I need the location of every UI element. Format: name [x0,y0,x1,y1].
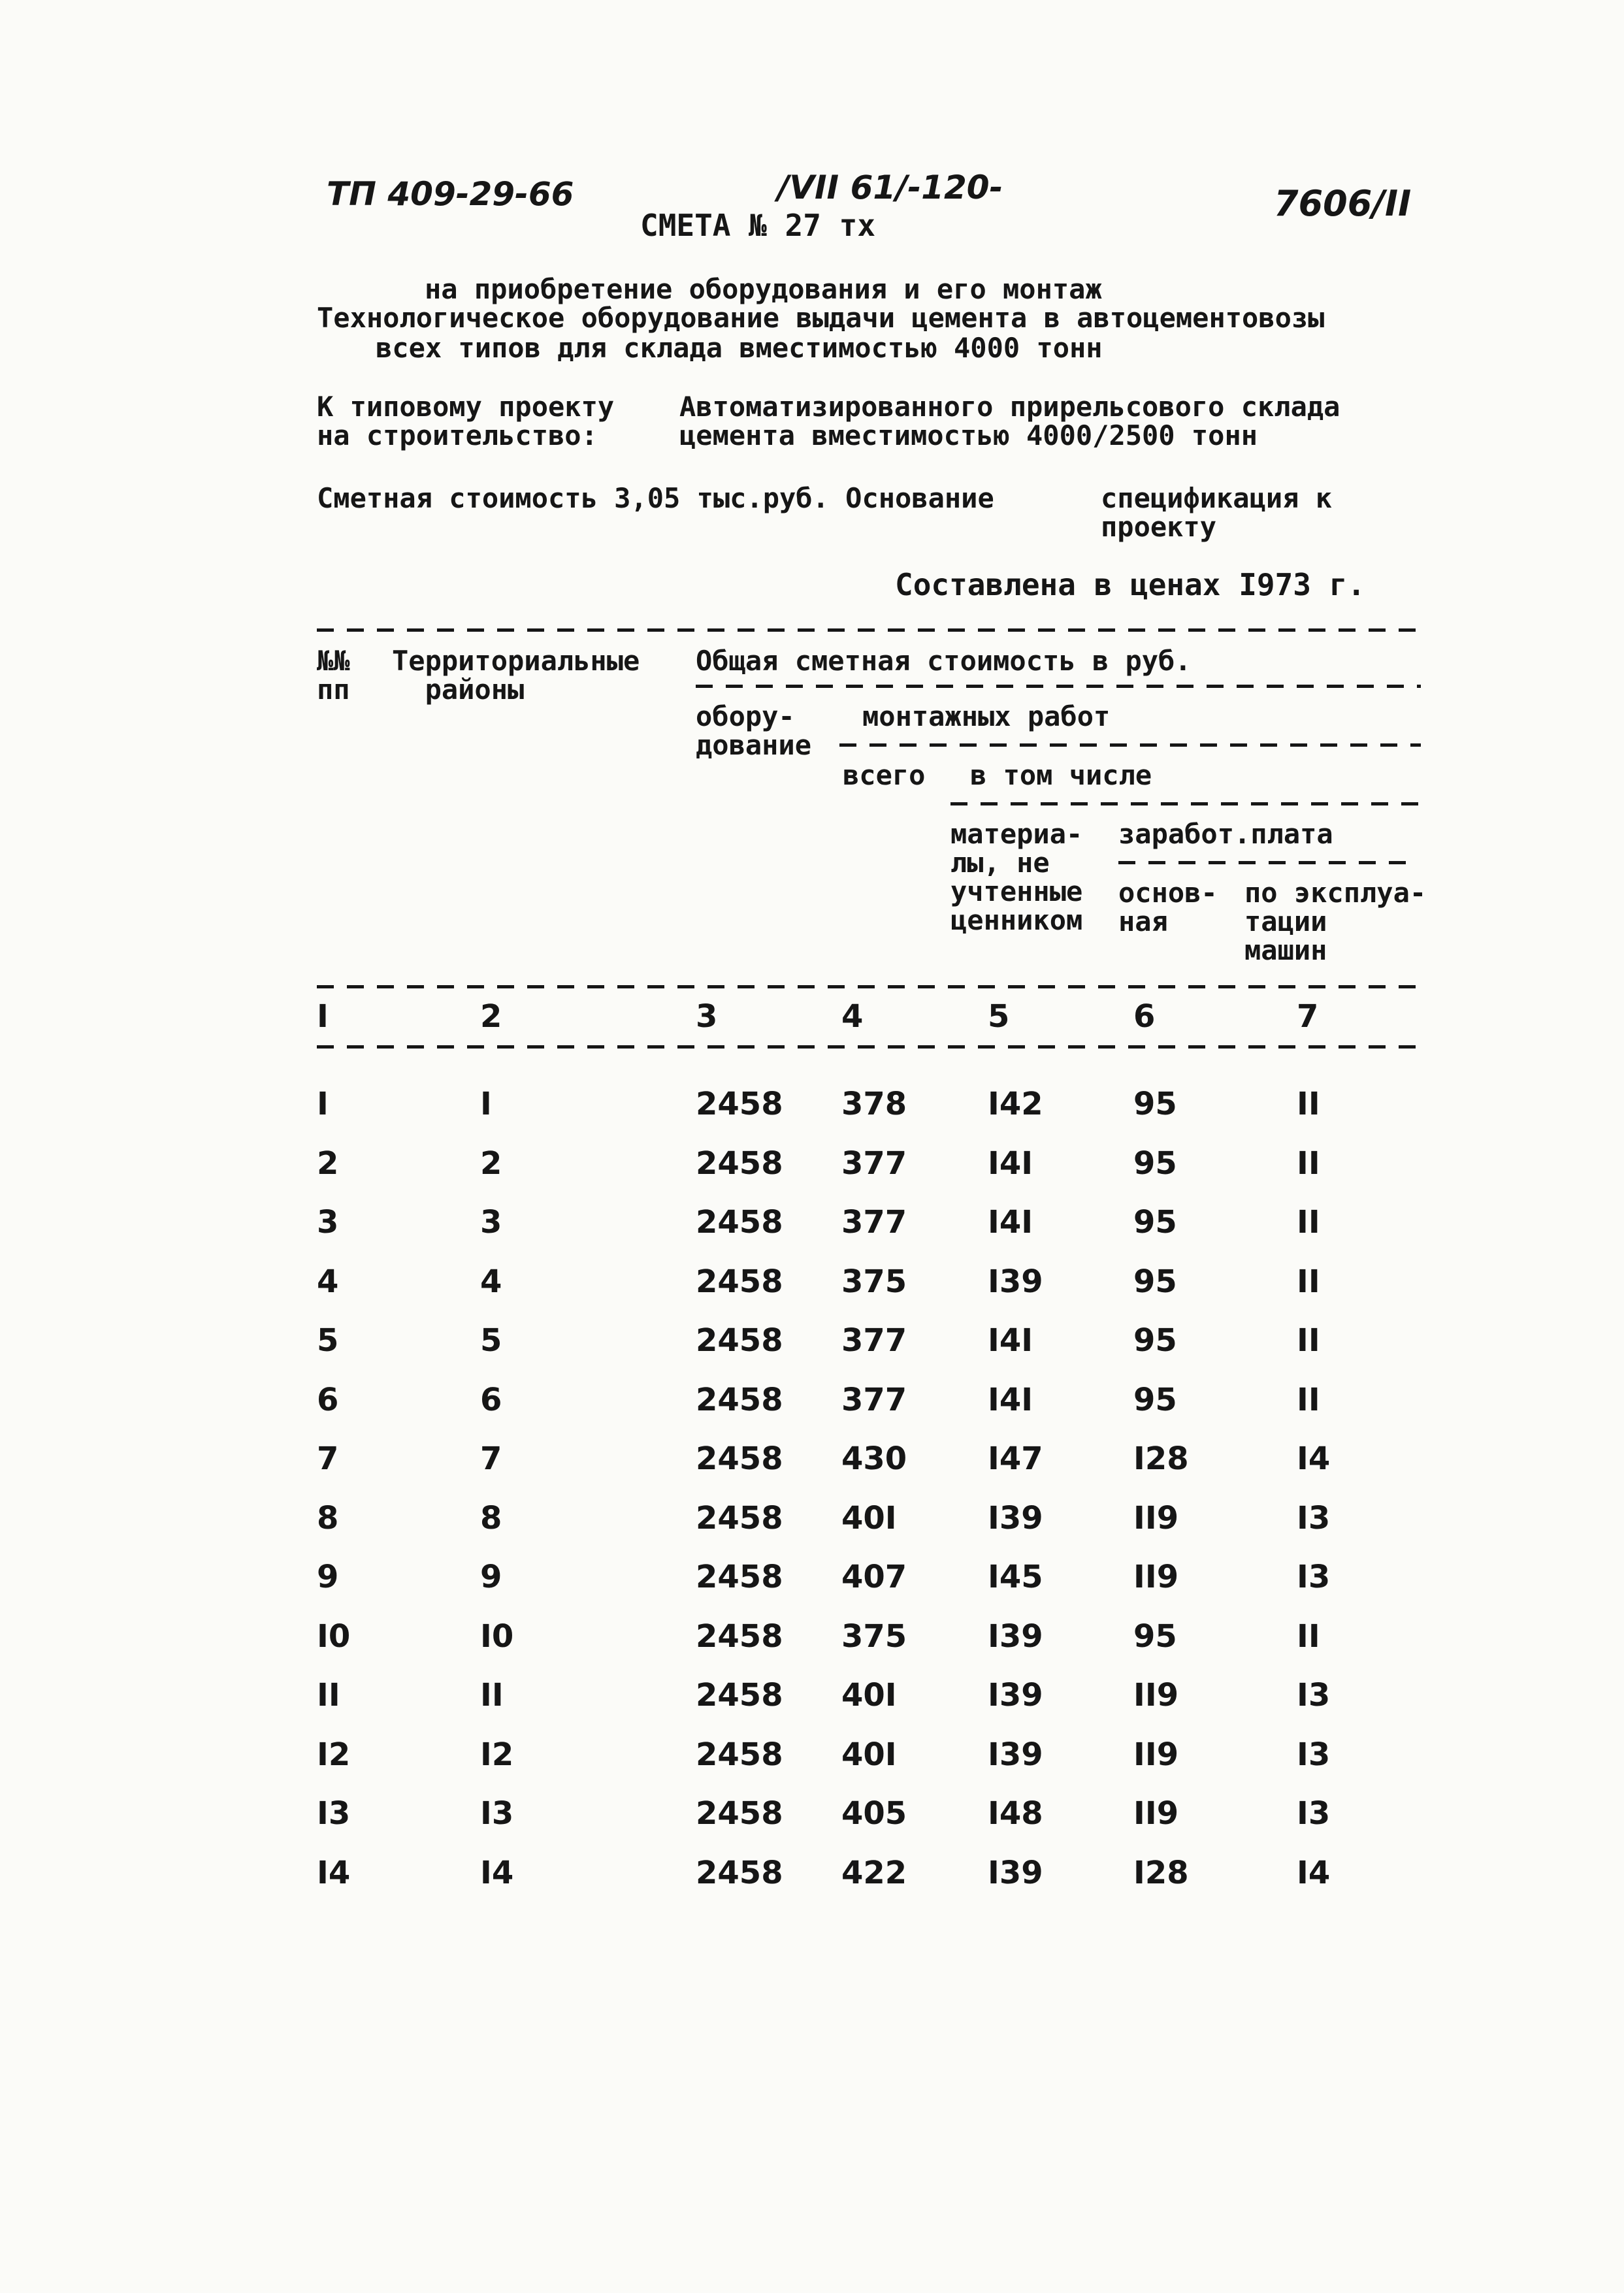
col-total-header: всего [843,759,926,791]
cell-region: 3 [480,1204,502,1241]
cell-salary-machines: I3 [1297,1736,1331,1773]
doc-code-mid: /VII 61/-120- [777,169,1003,206]
cell-materials: I39 [988,1677,1043,1714]
cell-salary-main: II9 [1133,1736,1179,1773]
doc-code: ТП 409-29-66 [327,175,574,213]
project-label-line2: на строительство: [317,419,598,451]
cell-region: I [480,1086,492,1122]
cell-materials: I45 [988,1559,1043,1595]
cell-row-number: 8 [317,1499,339,1537]
column-number-1: I [317,998,329,1035]
cell-salary-machines: II [1297,1204,1320,1241]
cell-mounting-total: 40I [841,1677,897,1714]
cost-basis-line1: спецификация к [1101,482,1333,514]
cell-row-number: II [317,1677,340,1714]
cell-equipment-cost: 2458 [696,1559,783,1595]
cell-mounting-total: 40I [841,1499,897,1537]
cell-salary-machines: II [1297,1145,1320,1182]
cell-salary-main: I28 [1133,1440,1189,1477]
cell-region: II [480,1677,504,1714]
cell-salary-machines: II [1297,1263,1320,1300]
cell-salary-main: II9 [1133,1499,1179,1537]
mounting-rule [839,743,1421,747]
cost-text: Сметная стоимость 3,05 тыс.руб. Основание [317,482,994,514]
cell-mounting-total: 375 [841,1618,907,1655]
cell-mounting-total: 405 [841,1795,907,1832]
column-number-7: 7 [1297,998,1319,1035]
col-salary-machines-header: по эксплуа- тации машин [1244,877,1427,966]
cell-salary-machines: II [1297,1618,1320,1655]
cell-row-number: 7 [317,1440,339,1477]
cell-mounting-total: 377 [841,1381,907,1418]
cell-equipment-cost: 2458 [696,1499,783,1537]
cell-equipment-cost: 2458 [696,1086,783,1122]
group-rule [696,685,1421,688]
cell-region: I2 [480,1736,514,1773]
cell-salary-machines: I4 [1297,1854,1331,1891]
cell-row-number: I [317,1086,329,1122]
cell-mounting-total: 407 [841,1559,907,1595]
cell-salary-machines: I3 [1297,1559,1331,1595]
cell-salary-machines: II [1297,1381,1320,1418]
cell-equipment-cost: 2458 [696,1204,783,1241]
col-equipment-header: обору- дование [696,700,812,761]
cell-salary-main: II9 [1133,1559,1179,1595]
cell-mounting-total: 430 [841,1440,907,1477]
cell-row-number: 6 [317,1381,339,1418]
cell-equipment-cost: 2458 [696,1854,783,1891]
cell-materials: I4I [988,1381,1033,1418]
cell-salary-main: 95 [1133,1263,1177,1300]
cell-row-number: I0 [317,1618,351,1655]
cell-row-number: 4 [317,1263,339,1300]
cell-materials: I39 [988,1618,1043,1655]
subtitle-line1: на приобретение оборудования и его монтаж [425,273,1102,305]
column-number-4: 4 [841,998,864,1035]
cell-row-number: 2 [317,1145,339,1182]
head-bottom-rule [317,985,1424,988]
cell-region: 6 [480,1381,502,1418]
cell-salary-main: 95 [1133,1381,1177,1418]
col-salary-main-header: основ- ная [1118,877,1218,937]
group-cost-header: Общая сметная стоимость в руб. [696,645,1192,677]
column-number-5: 5 [988,998,1010,1035]
cell-mounting-total: 377 [841,1204,907,1241]
cell-equipment-cost: 2458 [696,1145,783,1182]
salary-header: заработ.плата [1118,818,1333,850]
cell-salary-machines: I3 [1297,1499,1331,1537]
cell-region: I0 [480,1618,514,1655]
cell-materials: I39 [988,1263,1043,1300]
cell-salary-main: II9 [1133,1677,1179,1714]
salary-rule [1118,861,1416,864]
cell-equipment-cost: 2458 [696,1618,783,1655]
column-number-6: 6 [1133,998,1156,1035]
cell-region: 8 [480,1499,502,1537]
cell-materials: I39 [988,1499,1043,1537]
cell-equipment-cost: 2458 [696,1263,783,1300]
cell-equipment-cost: 2458 [696,1440,783,1477]
cell-mounting-total: 40I [841,1736,897,1773]
cell-salary-main: 95 [1133,1086,1177,1122]
cell-region: I4 [480,1854,514,1891]
cell-salary-main: 95 [1133,1322,1177,1359]
column-number-2: 2 [480,998,502,1035]
prices-note: Составлена в ценах I973 г. [895,567,1366,602]
cell-region: 9 [480,1559,502,1595]
cell-row-number: 5 [317,1322,339,1359]
project-value-line1: Автоматизированного прирельсового склада [679,391,1340,423]
cell-equipment-cost: 2458 [696,1322,783,1359]
mounting-header: монтажных работ [862,700,1111,732]
cell-region: 7 [480,1440,502,1477]
cell-salary-main: 95 [1133,1145,1177,1182]
cell-equipment-cost: 2458 [696,1677,783,1714]
col-number-header: №№ пп [317,645,350,706]
cost-basis-line2: проекту [1101,511,1217,543]
cell-region: I3 [480,1795,514,1832]
cell-mounting-total: 375 [841,1263,907,1300]
cell-materials: I4I [988,1204,1033,1241]
cell-row-number: 3 [317,1204,339,1241]
cell-mounting-total: 378 [841,1086,907,1122]
table-top-rule [317,628,1424,632]
including-rule [950,802,1421,805]
cell-row-number: I3 [317,1795,351,1832]
project-label-line1: К типовому проекту [317,391,615,423]
cell-materials: I48 [988,1795,1043,1832]
cell-salary-machines: I3 [1297,1677,1331,1714]
cell-salary-machines: II [1297,1086,1320,1122]
including-header: в том числе [970,759,1152,791]
cell-salary-machines: I3 [1297,1795,1331,1832]
cell-region: 5 [480,1322,502,1359]
cell-salary-main: 95 [1133,1618,1177,1655]
subtitle-line3: всех типов для склада вместимостью 4000 тонн [376,332,1103,364]
cell-salary-main: I28 [1133,1854,1189,1891]
column-number-3: 3 [696,998,718,1035]
doc-code-right: 7606/II [1274,183,1412,224]
cell-equipment-cost: 2458 [696,1736,783,1773]
cell-materials: I4I [988,1322,1033,1359]
subtitle-line2: Технологическое оборудование выдачи цемента в автоцементовозы [317,302,1325,334]
cell-row-number: 9 [317,1559,339,1595]
cell-salary-main: II9 [1133,1795,1179,1832]
cell-mounting-total: 422 [841,1854,907,1891]
cell-materials: I39 [988,1854,1043,1891]
col-materials-header: материа- лы, не учтенные ценником [950,818,1083,936]
cell-salary-main: 95 [1133,1204,1177,1241]
cell-salary-machines: I4 [1297,1440,1331,1477]
cell-region: 2 [480,1145,502,1182]
cell-salary-machines: II [1297,1322,1320,1359]
cell-mounting-total: 377 [841,1145,907,1182]
colnum-bottom-rule [317,1045,1424,1049]
cell-materials: I47 [988,1440,1043,1477]
cell-materials: I42 [988,1086,1043,1122]
cell-equipment-cost: 2458 [696,1381,783,1418]
doc-title: СМЕТА № 27 тх [640,208,876,243]
cell-equipment-cost: 2458 [696,1795,783,1832]
cell-materials: I4I [988,1145,1033,1182]
cell-region: 4 [480,1263,502,1300]
cell-row-number: I4 [317,1854,351,1891]
project-value-line2: цемента вместимостью 4000/2500 тонн [679,419,1258,451]
cell-row-number: I2 [317,1736,351,1773]
col-region-header: Территориальные районы [392,645,640,706]
cell-mounting-total: 377 [841,1322,907,1359]
cell-materials: I39 [988,1736,1043,1773]
